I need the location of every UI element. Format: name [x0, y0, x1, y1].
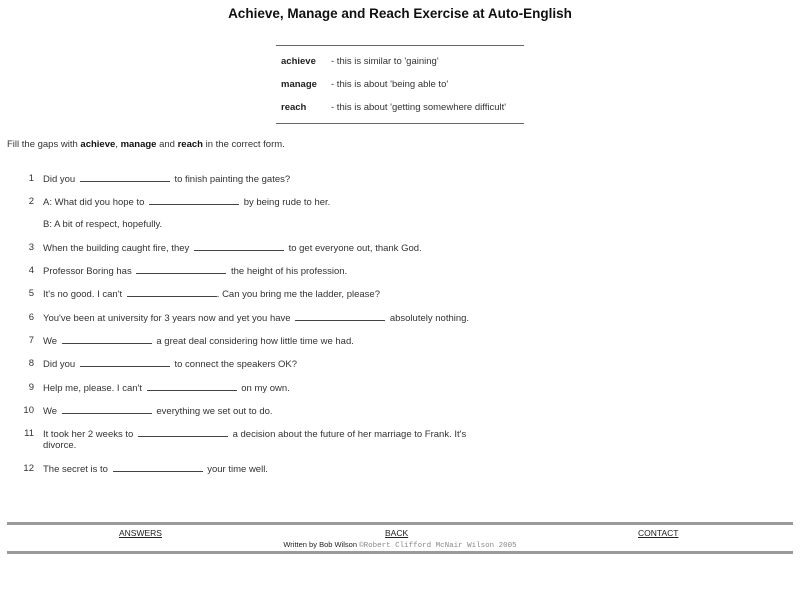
instruction-text	[7, 139, 285, 150]
exercise-item	[0, 288, 493, 300]
text-after: to finish painting the gates?	[174, 174, 291, 185]
definition-meaning: - this is similar to 'gaining'	[331, 56, 439, 67]
text-before: Help me, please. I can't	[43, 383, 142, 394]
text-after: to get everyone out, thank God.	[288, 243, 422, 254]
item-number: 8	[28, 358, 34, 369]
definition-row	[276, 73, 524, 96]
item-text	[43, 312, 543, 324]
exercise-item	[0, 242, 493, 254]
definition-meaning: - this is about 'getting somewhere difficult'	[331, 102, 507, 113]
credit-line	[0, 540, 800, 550]
item-text	[43, 242, 493, 254]
item-number: 5	[28, 288, 34, 299]
exercise-item	[0, 405, 493, 417]
answers-link[interactable]: ANSWERS	[119, 528, 162, 538]
blank-gap	[80, 173, 170, 182]
contact-link[interactable]: CONTACT	[638, 528, 679, 538]
item-text	[43, 382, 493, 394]
item-number: 1	[28, 173, 34, 184]
item-text	[43, 288, 493, 300]
blank-gap	[113, 463, 203, 472]
item-number: 7	[28, 335, 34, 346]
exercise-item	[0, 265, 493, 277]
item-number: 4	[28, 265, 34, 276]
page-title: Achieve, Manage and Reach Exercise at Auto-English	[228, 6, 572, 21]
item-number: 12	[23, 463, 34, 474]
item-text	[43, 463, 493, 475]
text-after: on my own.	[241, 383, 290, 394]
definition-row	[276, 50, 524, 73]
text-after: a great deal considering how little time we had.	[156, 336, 354, 347]
item-number: 6	[28, 312, 34, 323]
blank-gap	[138, 428, 228, 437]
exercise-item	[0, 312, 543, 324]
item-text	[43, 265, 493, 277]
blank-gap	[62, 405, 152, 414]
text-after: your time well.	[207, 464, 268, 475]
item-extra-text: B: A bit of respect, hopefully.	[43, 219, 163, 230]
text-before: We	[43, 336, 58, 347]
definition-word: manage	[281, 79, 317, 90]
exercise-item	[0, 463, 493, 475]
keyword-achieve: achieve	[80, 139, 116, 150]
item-text	[43, 196, 493, 208]
item-number: 9	[28, 382, 34, 393]
item-number: 3	[28, 242, 34, 253]
exercise-item-continuation	[0, 219, 493, 230]
item-text	[43, 405, 493, 417]
text-after: . Can you bring me the ladder, please?	[216, 289, 380, 300]
item-text	[43, 358, 493, 370]
text-before: The secret is to	[43, 464, 108, 475]
text-after: to connect the speakers OK?	[174, 359, 298, 370]
item-text	[43, 428, 493, 451]
item-number-empty	[0, 219, 34, 230]
definitions-table	[276, 45, 524, 124]
author-credit: Written by Bob Wilson	[283, 540, 357, 549]
blank-gap	[149, 196, 239, 205]
copyright-text: ©Robert Clifford McNair Wilson 2005	[359, 542, 517, 550]
blank-gap	[194, 242, 284, 251]
exercise-item	[0, 173, 493, 185]
instruction-sep: ,	[115, 139, 121, 150]
text-before: Did you	[43, 174, 76, 185]
blank-gap	[295, 312, 385, 321]
keyword-reach: reach	[177, 139, 203, 150]
footer-bottom-rule	[7, 551, 793, 554]
blank-gap	[62, 335, 152, 344]
item-number: 2	[28, 196, 34, 207]
text-before: Did you	[43, 359, 76, 370]
exercise-item	[0, 358, 493, 370]
definition-word: achieve	[281, 56, 316, 67]
text-before: When the building caught fire, they	[43, 243, 190, 254]
blank-gap	[80, 358, 170, 367]
item-text	[43, 173, 493, 185]
text-before: You've been at university for 3 years now and yet you have	[43, 313, 291, 324]
definition-row	[276, 96, 524, 119]
definition-meaning: - this is about 'being able to'	[331, 79, 449, 90]
blank-gap	[136, 265, 226, 274]
text-after: everything we set out to do.	[156, 406, 273, 417]
text-after: absolutely nothing.	[389, 313, 470, 324]
text-after: the height of his profession.	[231, 266, 348, 277]
text-before: It took her 2 weeks to	[43, 429, 134, 440]
back-link[interactable]: BACK	[385, 528, 409, 538]
item-number: 10	[23, 405, 34, 416]
text-before: We	[43, 406, 58, 417]
item-text	[43, 335, 493, 347]
text-after: a decision about the future of her marriage to Frank. It's divorce.	[43, 429, 467, 451]
exercise-item	[0, 335, 493, 347]
text-before: Professor Boring has	[43, 266, 132, 277]
definition-word: reach	[281, 102, 307, 113]
instruction-suffix: in the correct form.	[202, 139, 285, 150]
keyword-manage: manage	[120, 139, 157, 150]
blank-gap	[147, 382, 237, 391]
item-number: 11	[24, 428, 34, 439]
exercise-item	[0, 382, 493, 394]
text-before: A: What did you hope to	[43, 197, 145, 208]
exercise-item	[0, 196, 493, 208]
footer-top-rule	[7, 522, 793, 525]
exercise-item	[0, 428, 493, 451]
instruction-sep: and	[156, 139, 178, 150]
instruction-prefix: Fill the gaps with	[7, 139, 81, 150]
text-after: by being rude to her.	[243, 197, 331, 208]
blank-gap	[127, 288, 217, 297]
text-before: It's no good. I can't	[43, 289, 123, 300]
